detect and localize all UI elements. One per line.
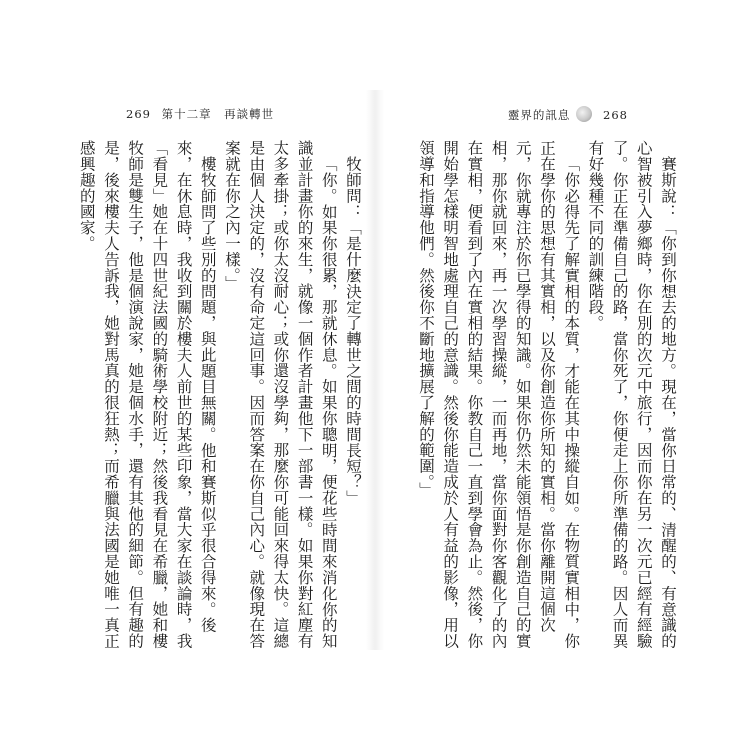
right-running-head: 靈界的訊息 <box>507 108 571 122</box>
emblem-icon <box>576 106 592 122</box>
left-page-header <box>120 106 274 122</box>
left-paragraph-2: 「你。如果你很累，那就休息。如果你聰明，便花些時間來消化你的知識並計畫你的來生，就像一個作者計畫他下一部書一樣。如果你對紅塵有太多牽掛；或你太沒耐心；或你還沒學夠，那麼你可能回來得太快。這總是由個人決定的，沒有命定這回事。因而答案在你自己內心。就像現在答案就在你之內一樣。」 <box>222 140 338 649</box>
right-page-body <box>375 140 680 660</box>
right-paragraph-2: 「你必得先了解實相的本質，才能在其中操縱自如。在物質實相中，你正在學你的思想有其實相，以及你創造你所知的實相。當你離開這個次元，你就專注於你已學得的知識。如果你仍然未能領悟是你創造自己的實相，那你就回來，再一次學習操縱，一而再地，當你面對你客觀化了的內在實相，便看到了內在實相的結果。你教自己一直到學會為止。然後，你開始學怎樣明智地處理自己的意識。然後你能造成於人有益的影像，用以領導和指導他們。然後你不斷地擴展了解的範圍。」 <box>416 140 581 649</box>
left-page-number: 269 <box>126 107 151 121</box>
right-paragraph-1: 賽斯說：「你到你想去的地方。現在，當你日常的、清醒的、有意識的心智被引入夢鄉時，你在別的次元中旅行，因而你在另一次元已經有經驗了。你正在準備自己的路，當你死了，你便走上你所準備的路。因人而異有好幾種不同的訓練階段。 <box>586 140 677 649</box>
left-running-head: 第十二章 再談轉世 <box>161 107 275 121</box>
left-paragraph-1: 牧師問：「是什麼決定了轉世之間的時間長短？」 <box>344 155 362 506</box>
right-page-header <box>508 106 634 123</box>
right-page-number: 268 <box>603 108 628 122</box>
left-page-body <box>50 140 365 660</box>
left-paragraph-3: 樓牧師問了些別的問題，與此題目無關。他和賽斯似乎很合得來。後來，在休息時，我收到關於樓夫人前世的某些印象，當大家在談論時，我「看見」她在十四世紀法國的騎術學校附近；然後我看見在希臘，她和樓牧師是雙生子，他是個演說家，她是個水手，還有其他的細節。但有趣的是，後來樓夫人告訴我，她對馬真的很狂熱；而希臘與法國是她唯一真正感興趣的國家。 <box>77 140 217 649</box>
